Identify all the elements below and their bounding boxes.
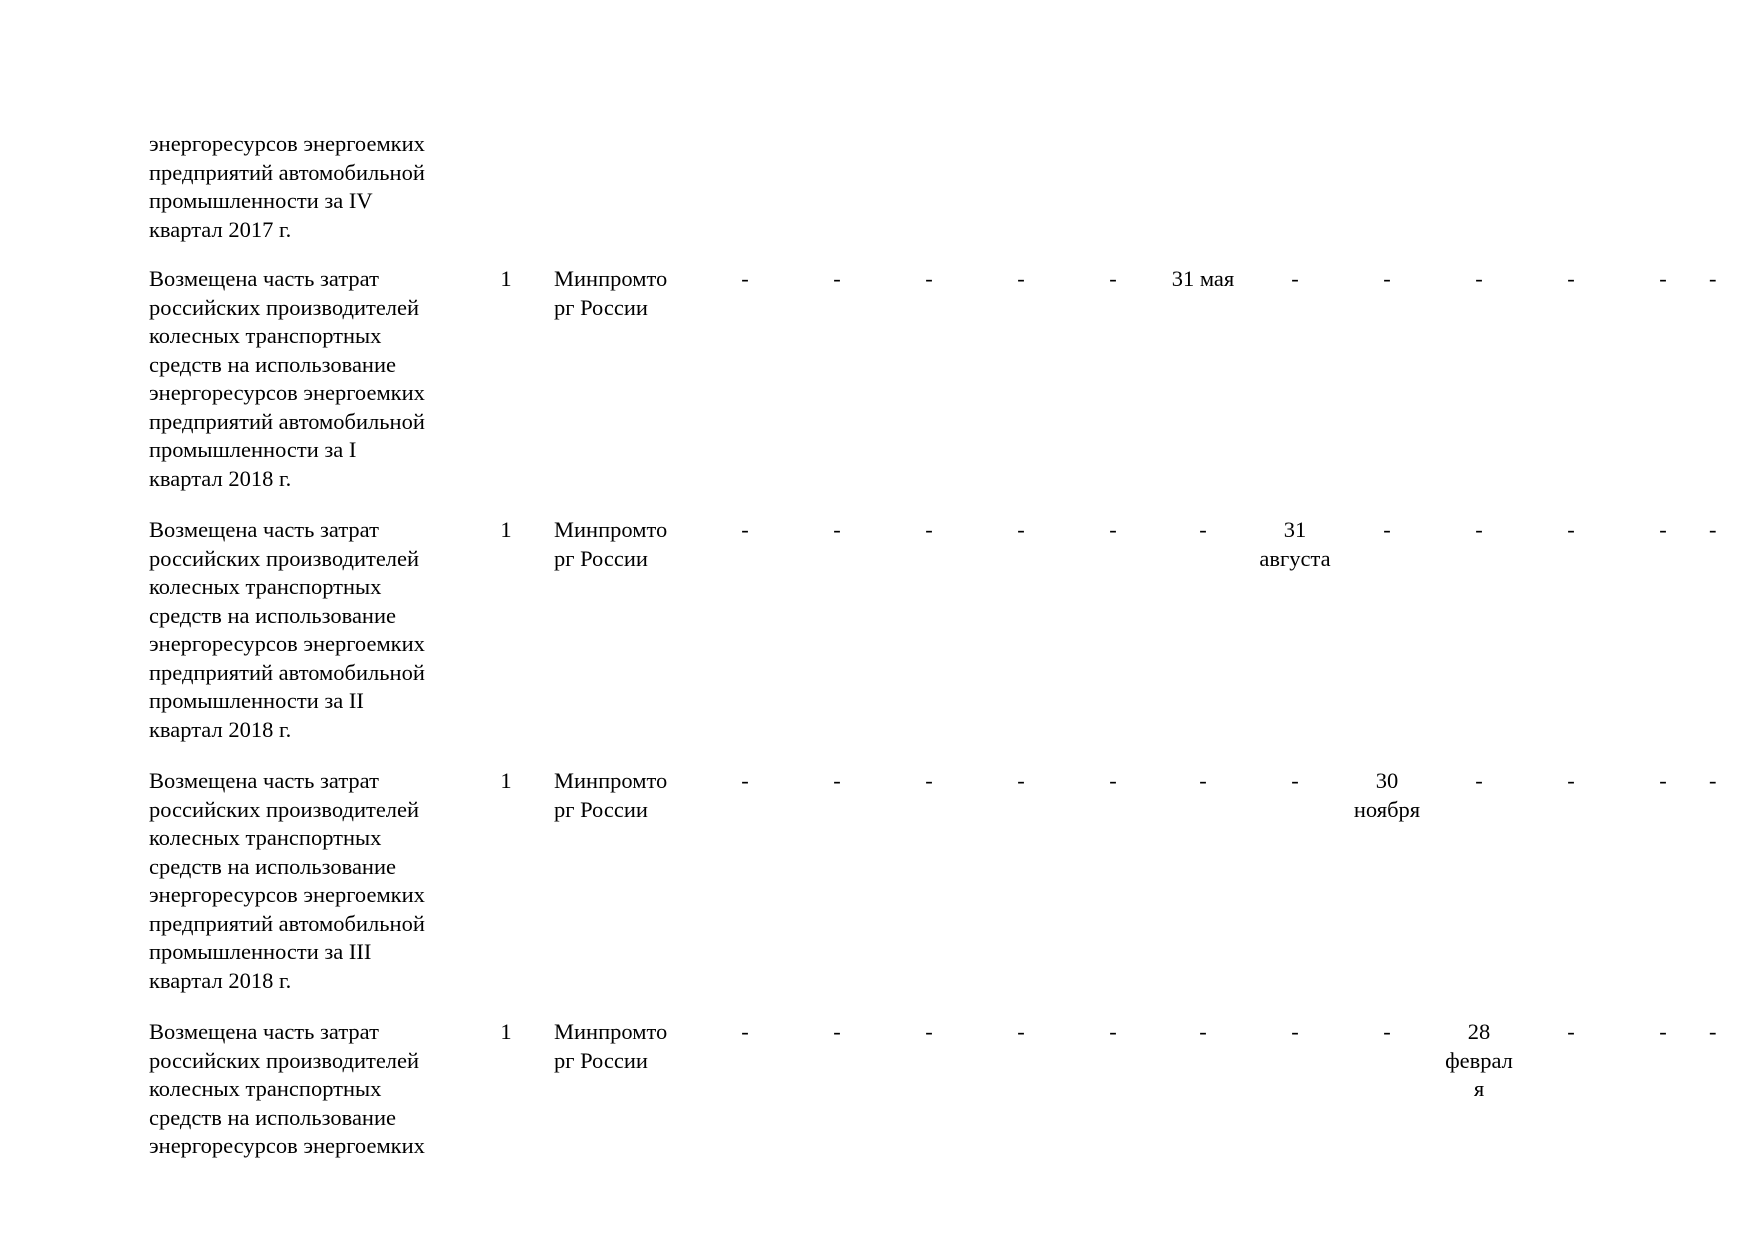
schedule-cell: -: [1475, 517, 1483, 542]
schedule-cell: -: [1659, 266, 1667, 291]
schedule-cell: -: [1709, 517, 1717, 542]
responsible-organization: Минпромто рг России: [554, 517, 668, 571]
count-cell: 1: [500, 1019, 512, 1044]
schedule-cell: -: [1659, 517, 1667, 542]
schedule-cell: -: [1383, 1019, 1391, 1044]
schedule-cell: -: [1017, 517, 1025, 542]
event-description: Возмещена часть затрат российских производителей колесных транспортных средств на использование энергоресурсов энергоемких предприятий автомобильной промышленности за III квартал 2018 г.: [149, 768, 425, 993]
schedule-cell: -: [925, 1019, 933, 1044]
responsible-organization: Минпромто рг России: [554, 1019, 668, 1073]
schedule-cell: 31 мая: [1171, 266, 1235, 291]
event-description: энергоресурсов энергоемких предприятий автомобильной промышленности за IV квартал 2017 г.: [149, 131, 425, 242]
schedule-cell: -: [833, 517, 841, 542]
schedule-cell: -: [1383, 517, 1391, 542]
schedule-cell: -: [1659, 1019, 1667, 1044]
schedule-cell: -: [741, 1019, 749, 1044]
schedule-cell: -: [1199, 1019, 1207, 1044]
schedule-cell: -: [1017, 1019, 1025, 1044]
schedule-cell: -: [1567, 517, 1575, 542]
schedule-cell: -: [1709, 266, 1717, 291]
schedule-cell: -: [1109, 1019, 1117, 1044]
count-cell: 1: [500, 266, 512, 291]
schedule-cell: -: [1709, 1019, 1717, 1044]
schedule-cell: -: [833, 768, 841, 793]
schedule-cell: -: [1109, 768, 1117, 793]
schedule-cell: -: [1199, 768, 1207, 793]
event-description: Возмещена часть затрат российских производителей колесных транспортных средств на использование энергоресурсов энергоемких: [149, 1019, 425, 1158]
schedule-cell: -: [741, 517, 749, 542]
schedule-cell: -: [1709, 768, 1717, 793]
schedule-cell: -: [741, 266, 749, 291]
schedule-cell: -: [1017, 266, 1025, 291]
schedule-cell: -: [1291, 768, 1299, 793]
responsible-organization: Минпромто рг России: [554, 768, 668, 822]
schedule-cell: 28 феврал я: [1445, 1019, 1513, 1101]
schedule-cell: -: [1567, 1019, 1575, 1044]
schedule-cell: -: [1567, 266, 1575, 291]
schedule-cell: -: [1659, 768, 1667, 793]
schedule-cell: -: [1291, 266, 1299, 291]
count-cell: 1: [500, 768, 512, 793]
schedule-cell: -: [1199, 517, 1207, 542]
event-description: Возмещена часть затрат российских производителей колесных транспортных средств на использование энергоресурсов энергоемких предприятий автомобильной промышленности за I квартал 2018 г.: [149, 266, 425, 491]
count-cell: 1: [500, 517, 512, 542]
schedule-cell: 31 августа: [1259, 517, 1331, 571]
responsible-organization: Минпромто рг России: [554, 266, 668, 320]
event-description: Возмещена часть затрат российских производителей колесных транспортных средств на использование энергоресурсов энергоемких предприятий автомобильной промышленности за II квартал 2018 г.: [149, 517, 425, 742]
schedule-cell: -: [925, 266, 933, 291]
schedule-cell: -: [1291, 1019, 1299, 1044]
schedule-cell: -: [1475, 768, 1483, 793]
schedule-cell: -: [741, 768, 749, 793]
schedule-cell: -: [1109, 266, 1117, 291]
schedule-cell: -: [1109, 517, 1117, 542]
schedule-cell: -: [925, 768, 933, 793]
schedule-cell: -: [1017, 768, 1025, 793]
schedule-cell: -: [925, 517, 933, 542]
schedule-cell: -: [1383, 266, 1391, 291]
schedule-cell: -: [1567, 768, 1575, 793]
schedule-cell: 30 ноября: [1353, 768, 1421, 822]
schedule-cell: -: [833, 1019, 841, 1044]
schedule-cell: -: [1475, 266, 1483, 291]
schedule-cell: -: [833, 266, 841, 291]
